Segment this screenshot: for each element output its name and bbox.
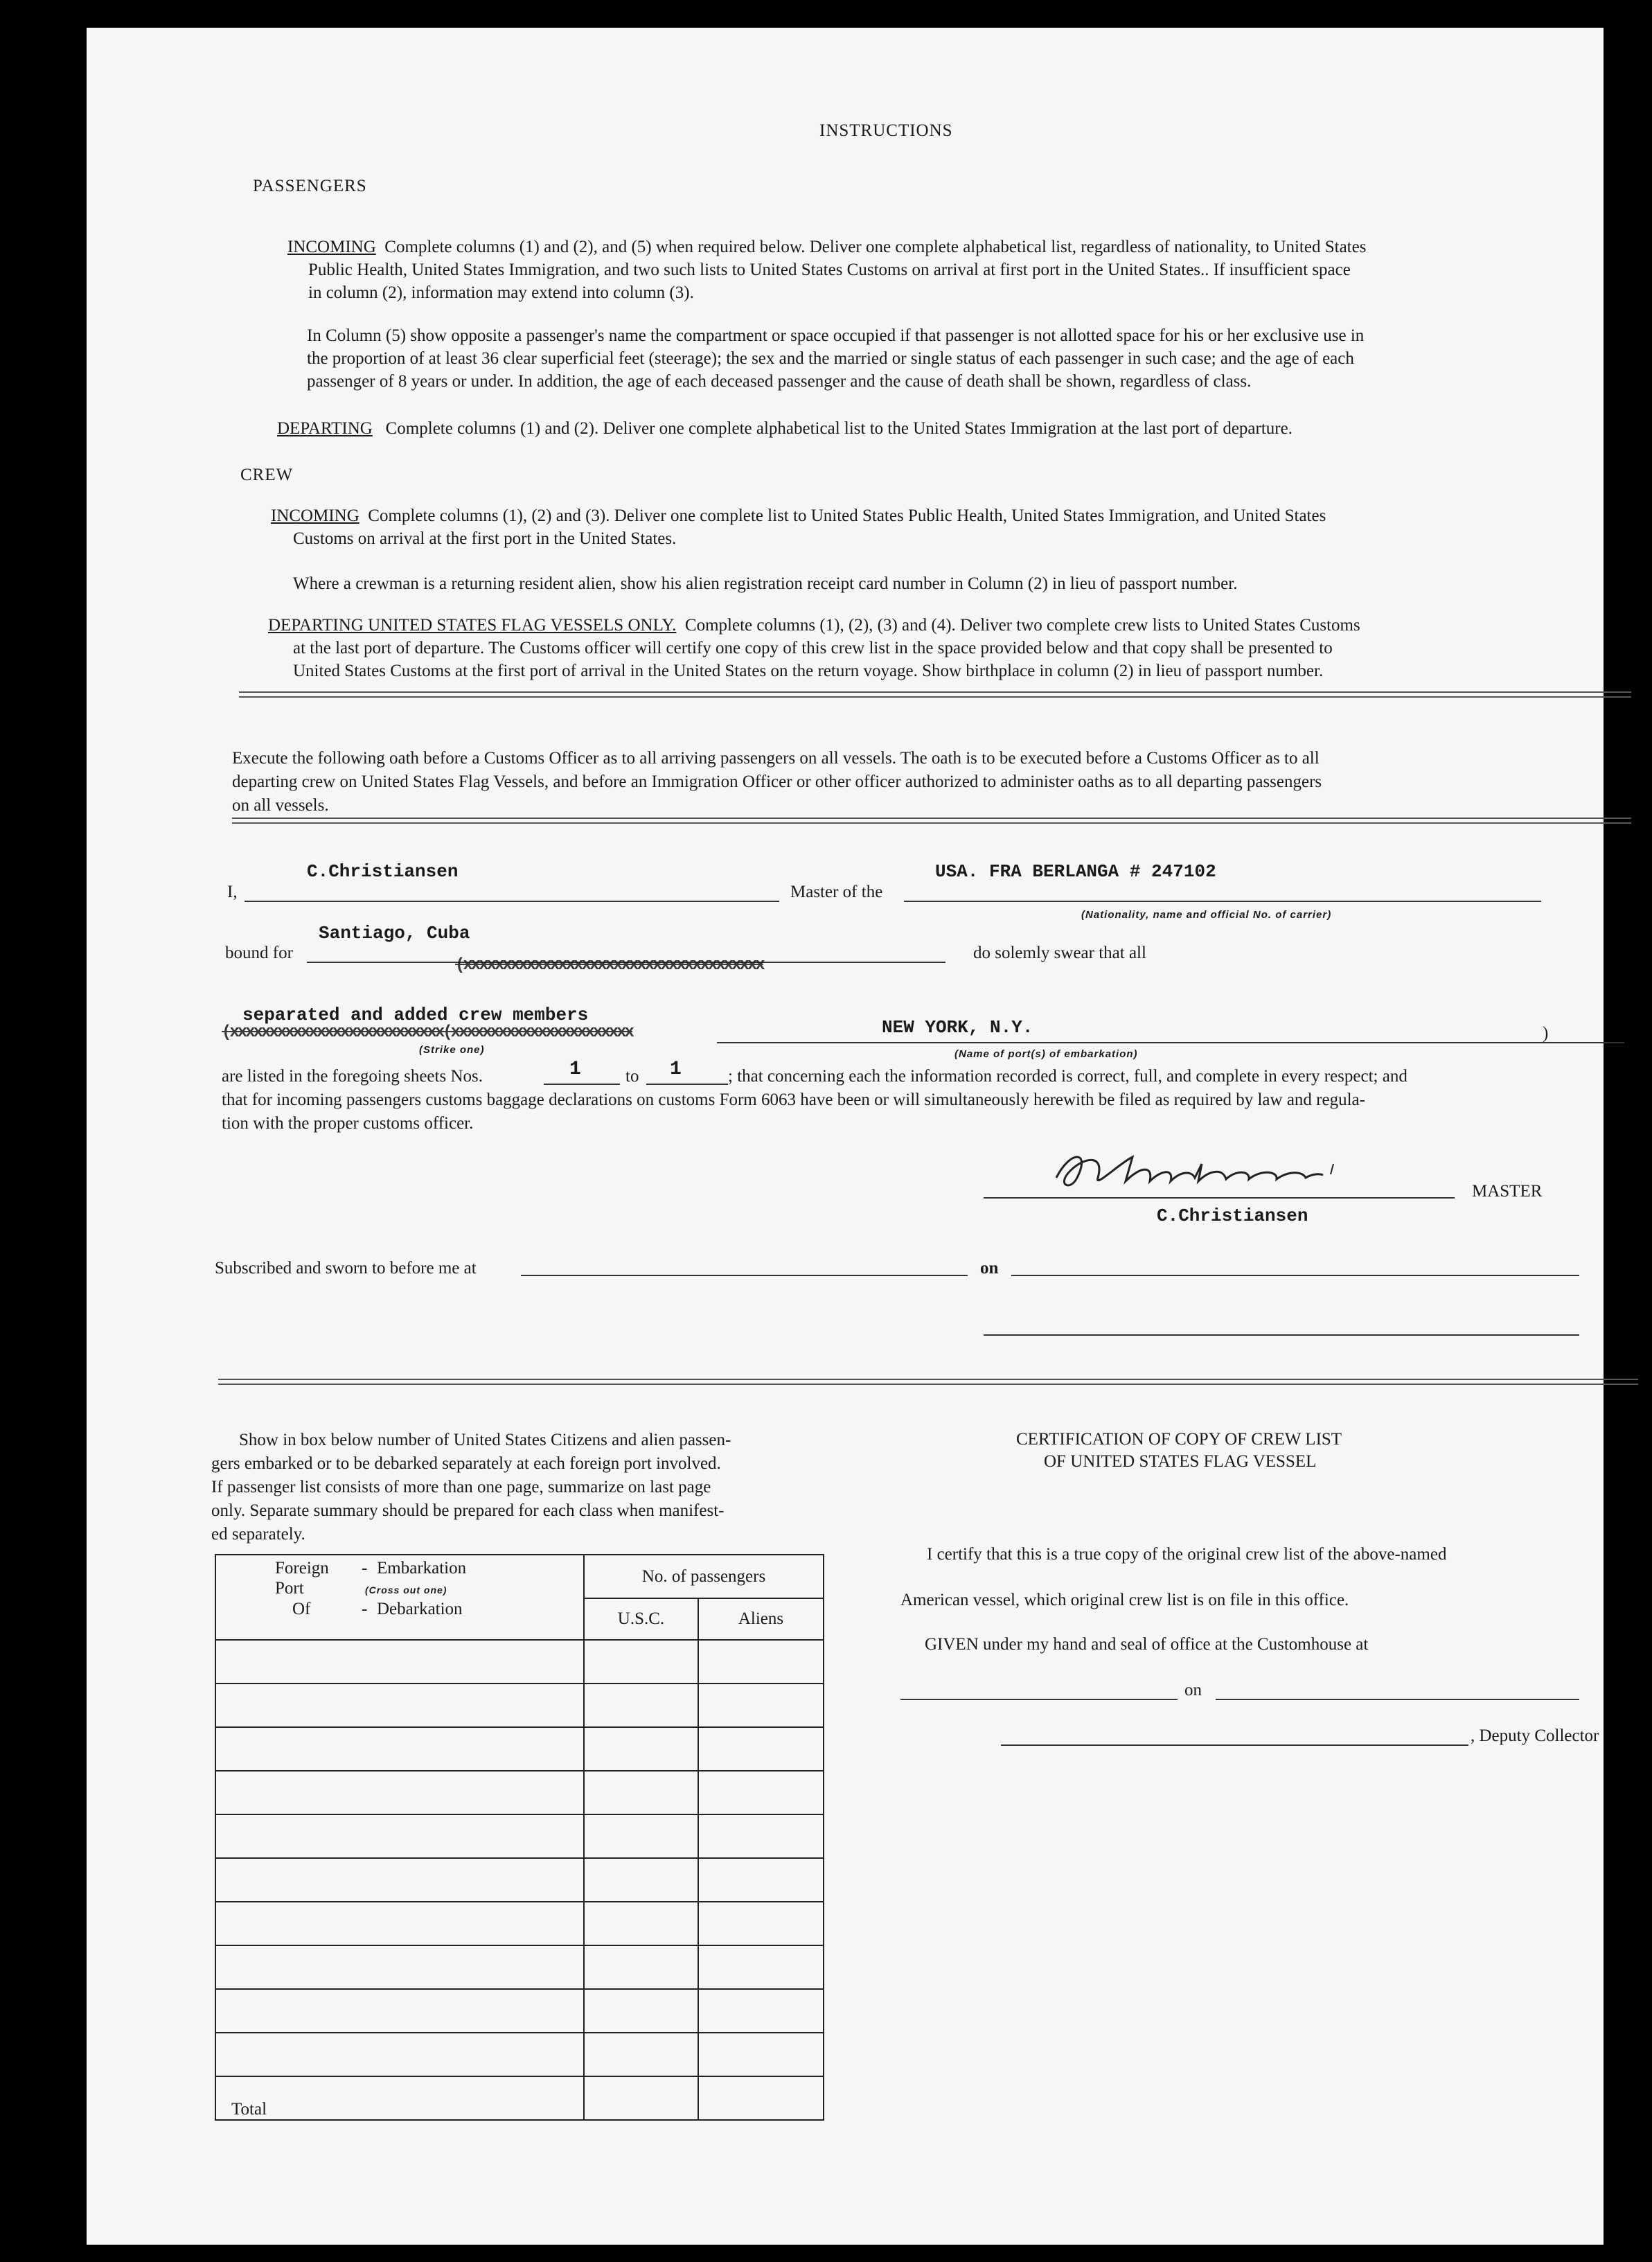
aliens-cell[interactable] [698,1771,824,1814]
crew-incoming-label: INCOMING [271,506,359,525]
crew-incoming-text: Complete columns (1), (2) and (3). Deliver one complete list to United States Public Health, United States Immigration, and United States [368,506,1326,525]
col-embarkation: Embarkation [377,1559,467,1578]
usc-cell[interactable] [584,1858,698,1902]
signer-name: C.Christiansen [1157,1205,1308,1226]
officer-signature-line[interactable] [984,1334,1579,1336]
usc-cell[interactable] [584,1771,698,1814]
port-cell[interactable] [215,1902,584,1945]
port-line [717,1042,1624,1043]
certification-title-line: CERTIFICATION OF COPY OF CREW LIST [1016,1430,1342,1449]
port-cell[interactable] [215,2033,584,2076]
subscribed-place-line[interactable] [521,1275,968,1276]
departing-flag-text: United States Customs at the first port of arrival in the United States on the return voyage. Show birthplace in column (2) in lieu of passport number. [293,662,1324,680]
port-cell[interactable] [215,1684,584,1727]
listed-prefix: are listed in the foregoing sheets Nos. [222,1067,483,1086]
aliens-cell[interactable] [698,1902,824,1945]
certification-text-3: GIVEN under my hand and seal of office at the Customhouse at [925,1635,1369,1654]
passengers-heading: PASSENGERS [253,177,367,195]
departing-flag-text: at the last port of departure. The Customs officer will certify one copy of this crew list in the space provided below and that copy shall be presented to [293,639,1333,657]
usc-total-cell[interactable] [584,2076,698,2120]
solemnly-label: do solemly swear that all [973,944,1146,962]
col-debarkation: Debarkation [377,1600,463,1618]
master-signature [1029,1143,1416,1199]
summary-text: If passenger list consists of more than one page, summarize on last page [211,1478,711,1496]
listed-line-2: that for incoming passengers customs baggage declarations on customs Form 6063 have been or will simultaneously herewith be filed as required by law and regula- [222,1090,1365,1109]
usc-cell[interactable] [584,1814,698,1858]
col-dash: - [362,1600,368,1618]
usc-cell[interactable] [584,1727,698,1771]
certification-text-1: I certify that this is a true copy of the original crew list of the above-named [927,1545,1447,1564]
aliens-header-cell: Aliens [698,1598,824,1640]
col-cross-out: (Cross out one) [365,1584,447,1596]
departing-flag-label: DEPARTING UNITED STATES FLAG VESSELS ONLY. [268,616,677,635]
master-name-line [245,901,779,902]
certification-title-line: OF UNITED STATES FLAG VESSEL [1044,1452,1317,1471]
port-cell[interactable] [215,1640,584,1684]
crew-incoming-instructions [271,504,1326,550]
departing-text: Complete columns (1) and (2). Deliver one complete alphabetical list to the United States Immigration at the last port of departure. [385,419,1293,438]
port-cell[interactable] [215,1771,584,1814]
oath-instructions [232,747,1322,818]
section-divider [218,1379,1638,1385]
usc-header-cell: U.S.C. [584,1598,698,1640]
port-cell[interactable] [215,1858,584,1902]
to-label: to [625,1067,639,1086]
crew-list-form-page [87,28,1604,2245]
sheet-to-line [646,1084,728,1085]
departing-flag-text: Complete columns (1), (2), (3) and (4). Deliver two complete crew lists to United States Customs [684,616,1360,635]
bound-for-label: bound for [225,944,293,962]
sheet-from-field[interactable]: 1 [569,1059,581,1080]
strike-caption: (Strike one) [419,1044,485,1056]
crew-incoming-text: Customs on arrival at the first port in the United States. [293,529,677,548]
master-of-label: Master of the [790,883,883,901]
subscribed-label: Subscribed and sworn to before me at [215,1259,477,1278]
usc-cell[interactable] [584,1684,698,1727]
aliens-cell[interactable] [698,1640,824,1684]
col-of: Of [292,1600,311,1618]
column5-instructions [307,324,1364,393]
column5-text: the proportion of at least 36 clear superficial feet (steerage); the sex and the married or single status of each passenger in such case; and the age of each [307,349,1354,368]
master-name-field[interactable]: C.Christiansen [307,861,459,882]
crew-heading: CREW [240,466,294,484]
subscribed-on-label: on [980,1259,999,1278]
port-cell[interactable] [215,1727,584,1771]
passengers-header-cell: No. of passengers [584,1555,824,1598]
passengers-incoming-instructions [287,236,1366,304]
col-dash: - [362,1559,368,1578]
certification-title [1016,1429,1501,1473]
aliens-cell[interactable] [698,1684,824,1727]
port-field[interactable]: NEW YORK, N.Y. [882,1017,1033,1038]
destination-field[interactable]: Santiago, Cuba [319,923,470,944]
usc-cell[interactable] [584,2033,698,2076]
port-cell[interactable] [215,1814,584,1858]
listed-suffix: ; that concerning each the information recorded is correct, full, and complete in every respect; and [728,1067,1407,1086]
certification-text-2: American vessel, which original crew list is on file in this office. [900,1591,1349,1609]
certification-on-label: on [1184,1681,1202,1699]
summary-text: gers embarked or to be debarked separately at each foreign port involved. [211,1454,721,1473]
deputy-signature-line[interactable] [1001,1744,1468,1746]
port-header-cell [215,1555,584,1640]
departing-label: DEPARTING [277,419,373,438]
incoming-text: in column (2), information may extend into column (3). [308,283,694,302]
oath-instructions-text: on all vessels. [232,796,329,815]
passenger-summary-table [215,1554,824,2121]
deputy-collector-label: , Deputy Collector [1471,1726,1599,1745]
i-label: I, [227,883,238,901]
departing-flag-instructions [268,614,1360,682]
usc-cell[interactable] [584,1989,698,2033]
subscribed-date-line[interactable] [1011,1275,1579,1276]
struck-category: (xxxxxxxxxxxxxxxxxxxxxxxxxxx(xxxxxxxxxxxxxxxxxxxxxxx [222,1023,632,1042]
usc-cell[interactable] [584,1640,698,1684]
col-port: Port [275,1579,304,1598]
aliens-cell[interactable] [698,1989,824,2033]
column5-text: passenger of 8 years or under. In addition, the age of each deceased passenger and the cause of death shall be shown, regardless of class. [307,372,1252,391]
category-field[interactable]: separated and added crew members [242,1005,589,1025]
customhouse-place-line[interactable] [900,1699,1178,1700]
aliens-cell[interactable] [698,1814,824,1858]
total-label: Total [231,2100,267,2119]
listed-line-3: tion with the proper customs officer. [222,1114,474,1133]
sheet-from-line [544,1084,620,1085]
sheet-to-field[interactable]: 1 [670,1059,682,1080]
section-divider [239,691,1631,698]
usc-cell[interactable] [584,1902,698,1945]
aliens-cell[interactable] [698,1858,824,1902]
summary-text: ed separately. [211,1525,305,1544]
certification-date-line[interactable] [1216,1699,1579,1700]
column5-text: In Column (5) show opposite a passenger's name the compartment or space occupied if that passenger is not allotted space for his or her exclusive use in [307,326,1365,345]
port-cell[interactable] [215,1989,584,2033]
instructions-title: INSTRUCTIONS [819,121,953,140]
oath-instructions-text: departing crew on United States Flag Vessels, and before an Immigration Officer or other officer authorized to administer oaths as to all departing passengers [232,772,1322,791]
aliens-total-cell[interactable] [698,2076,824,2120]
section-divider [232,818,1631,824]
vessel-line [904,901,1541,902]
vessel-caption: (Nationality, name and official No. of carrier) [1081,909,1332,921]
summary-instructions [211,1429,731,1546]
master-label: MASTER [1472,1182,1543,1201]
oath-instructions-text: Execute the following oath before a Customs Officer as to all arriving passengers on all vessels. The oath is to be executed before a Customs Officer as to all [232,749,1320,768]
summary-text: only. Separate summary should be prepared for each class when manifest- [211,1501,725,1520]
summary-text: Show in box below number of United States Citizens and alien passen- [239,1431,731,1449]
port-caption: (Name of port(s) of embarkation) [954,1048,1138,1060]
vessel-field[interactable]: USA. FRA BERLANGA # 247102 [935,861,1216,882]
col-foreign: Foreign [275,1559,329,1578]
incoming-text: Public Health, United States Immigration, and two such lists to United States Customs on arrival at first port in the United States.. If insufficient space [308,260,1351,279]
passengers-departing-instructions [277,417,1293,440]
struck-destination: (xxxxxxxxxxxxxxxxxxxxxxxxxxxxxxxxxxxxxx [455,956,763,975]
resident-alien-instructions: Where a crewman is a returning resident alien, show his alien registration receipt card number in Column (2) in lieu of passport number. [293,574,1238,593]
master-signature-line [984,1197,1455,1199]
aliens-cell[interactable] [698,1945,824,1989]
total-label-cell [215,2076,584,2120]
usc-cell[interactable] [584,1945,698,1989]
aliens-cell[interactable] [698,1727,824,1771]
incoming-label: INCOMING [287,238,376,256]
close-paren: ) [1543,1024,1549,1043]
incoming-text: Complete columns (1) and (2), and (5) when required below. Deliver one complete alphabetical list, regardless of nationality, to United States [384,238,1367,256]
port-cell[interactable] [215,1945,584,1989]
aliens-cell[interactable] [698,2033,824,2076]
